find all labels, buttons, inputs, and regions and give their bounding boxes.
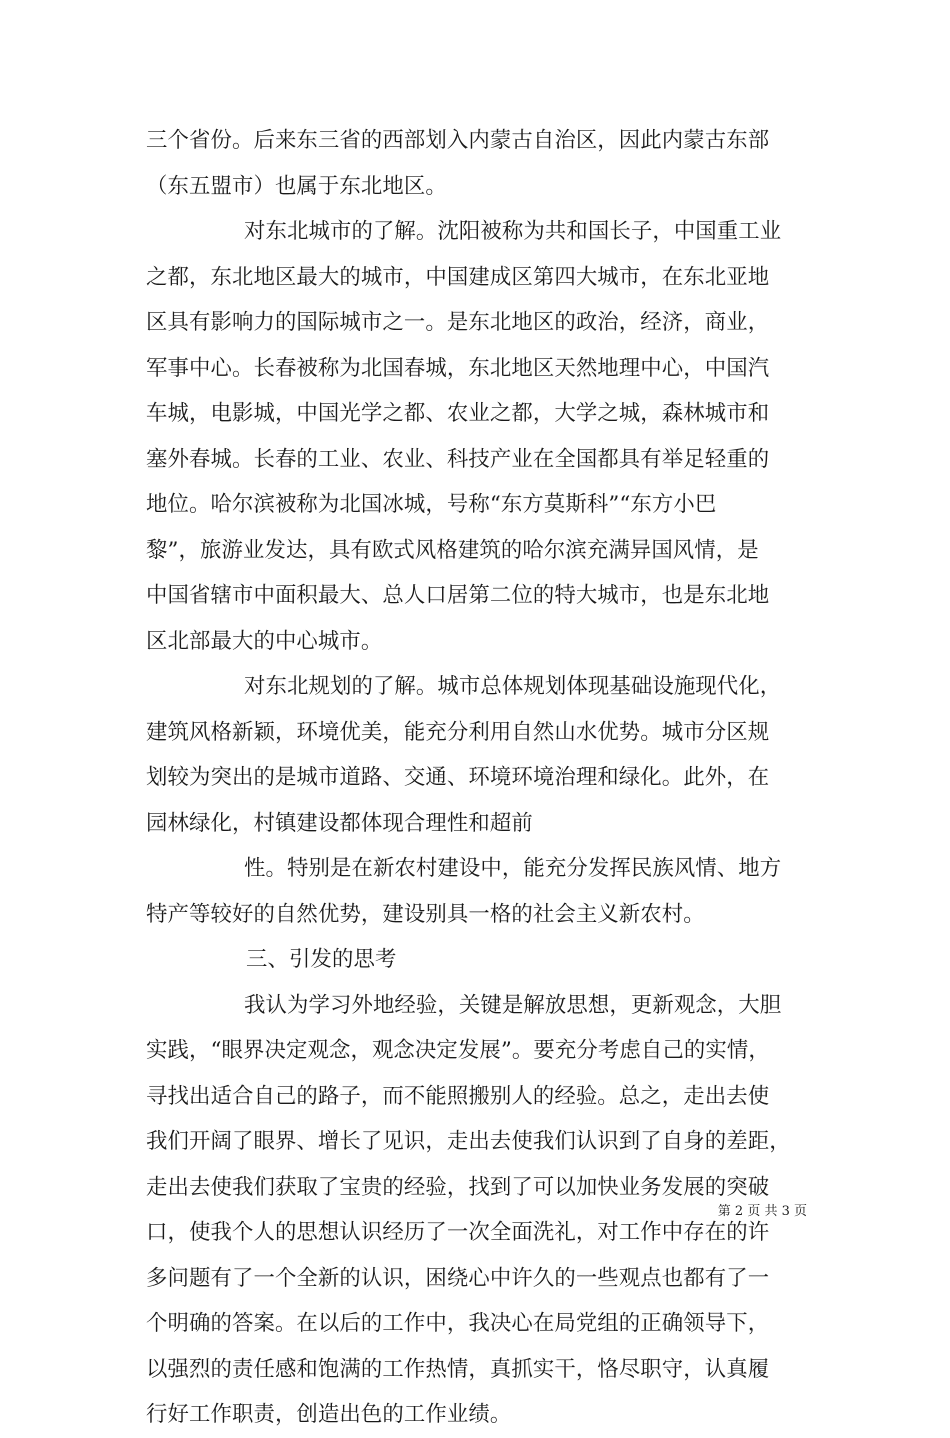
text-line: 走出去使我们获取了宝贵的经验，找到了可以加快业务发展的突破 (146, 1174, 770, 1200)
text-line: （东五盟市）也属于东北地区。 (146, 173, 447, 199)
text-line: 寻找出适合自己的路子，而不能照搬别人的经验。总之，走出去使 (146, 1083, 770, 1109)
text-line: 地位。哈尔滨被称为北国冰城，号称“东方莫斯科”“东方小巴 (146, 492, 717, 517)
text-line: 多问题有了一个全新的认识，困绕心中许久的一些观点也都有了一 (146, 1265, 770, 1291)
text-line: 我们开阔了眼界、增长了见识，走出去使我们认识到了自身的差距， (146, 1129, 791, 1154)
text-line: 划较为突出的是城市道路、交通、环境环境治理和绿化。此外，在 (146, 765, 770, 790)
text-line: 园林绿化，村镇建设都体现合理性和超前 (146, 810, 533, 836)
text-line: 三、引发的思考 (246, 947, 397, 972)
text-line: 建筑风格新颖，环境优美，能充分利用自然山水优势。城市分区规 (146, 719, 770, 745)
text-line: 塞外春城。长春的工业、农业、科技产业在全国都具有举足轻重的 (146, 446, 770, 472)
text-line: 以强烈的责任感和饱满的工作热情，真抓实干，恪尽职守，认真履 (146, 1356, 770, 1382)
text-line: 实践，“眼界决定观念，观念决定发展”。要充分考虑自己的实情， (146, 1038, 770, 1063)
text-line: 对东北城市的了解。沈阳被称为共和国长子，中国重工业 (244, 219, 782, 244)
text-line: 三个省份。后来东三省的西部划入内蒙古自治区，因此内蒙古东部 (146, 128, 770, 153)
text-line: 之都，东北地区最大的城市，中国建成区第四大城市，在东北亚地 (146, 264, 770, 290)
text-line: 行好工作职责，创造出色的工作业绩。 (146, 1402, 512, 1427)
document-body (146, 118, 810, 1438)
text-line: 特产等较好的自然优势，建设别具一格的社会主义新农村。 (146, 901, 705, 927)
text-line: 黎”，旅游业发达，具有欧式风格建筑的哈尔滨充满异国风情，是 (146, 537, 759, 563)
page-number: 第 2 页 共 3 页 (717, 1204, 807, 1219)
text-line: 车城，电影城，中国光学之都、农业之都，大学之城，森林城市和 (146, 401, 770, 426)
text-line: 对东北规划的了解。城市总体规划体现基础设施现代化， (244, 674, 782, 699)
text-line: 军事中心。长春被称为北国春城，东北地区天然地理中心，中国汽 (146, 355, 770, 381)
text-line: 我认为学习外地经验，关键是解放思想，更新观念，大胆 (244, 992, 782, 1018)
text-line: 性。特别是在新农村建设中，能充分发挥民族风情、地方 (244, 856, 782, 881)
text-line: 区具有影响力的国际城市之一。是东北地区的政治，经济，商业， (146, 310, 770, 335)
text-line: 中国省辖市中面积最大、总人口居第二位的特大城市，也是东北地 (146, 583, 770, 608)
text-line: 个明确的答案。在以后的工作中，我决心在局党组的正确领导下， (146, 1311, 770, 1336)
text-line: 区北部最大的中心城市。 (146, 628, 383, 654)
text-line: 口，使我个人的思想认识经历了一次全面洗礼，对工作中存在的许 (146, 1220, 770, 1245)
